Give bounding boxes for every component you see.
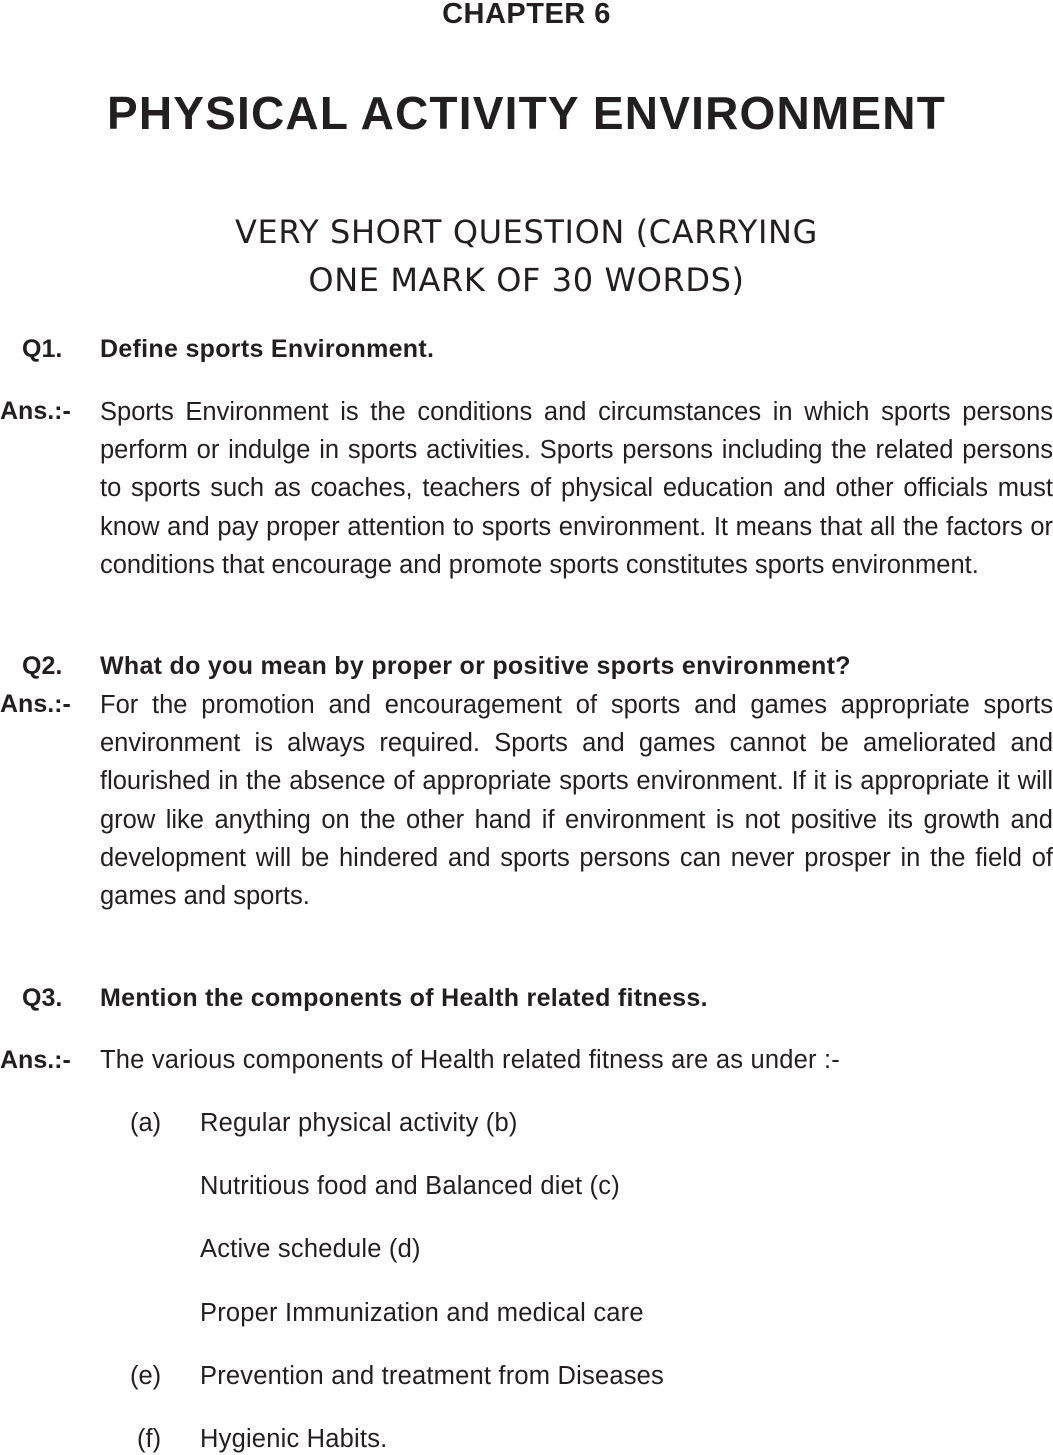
- question-3-label: Q3.: [22, 984, 63, 1012]
- list-item-a-text: Regular physical activity (b): [200, 1109, 518, 1137]
- question-1-text: Define sports Environment.: [100, 335, 435, 363]
- page-title: PHYSICAL ACTIVITY ENVIRONMENT: [106, 87, 947, 139]
- answer-1-label: Ans.:-: [0, 397, 71, 425]
- section-heading-line-1: VERY SHORT QUESTION (CARRYING: [235, 213, 818, 251]
- chapter-heading: CHAPTER 6: [442, 0, 611, 30]
- list-item-f-text: Hygienic Habits.: [200, 1425, 388, 1453]
- section-heading: [0, 208, 1053, 304]
- list-item-e-marker: (e): [130, 1362, 162, 1390]
- list-item-c-text: Active schedule (d): [200, 1235, 421, 1263]
- list-item-d-text: Proper Immunization and medical care: [200, 1299, 644, 1327]
- list-item-b-text: Nutritious food and Balanced diet (c): [200, 1172, 620, 1200]
- answer-3-text: The various components of Health related fitness are as under :-: [100, 1046, 840, 1074]
- answer-1-text: Sports Environment is the conditions and circumstances in which sports persons perform or indulge in sports activities. Sports persons including the related persons to sports such as coaches, teachers of physical education and other officials must know and pay proper attention to sports environment. It means that all the factors or conditions that encourage and promote sports constitutes sports environment.: [100, 398, 1053, 579]
- question-2-text: What do you mean by proper or positive sports environment?: [100, 652, 851, 680]
- answer-2-text: For the promotion and encouragement of sports and games appropriate sports environment is always required. Sports and games cannot be ameliorated and flourished in the absence of appropriate sports environment. If it is appropriate it will grow like anything on the other hand if environment is not positive its growth and development will be hindered and sports persons can never prosper in the field of games and sports.: [100, 691, 1053, 911]
- list-item-f-marker: (f): [137, 1425, 162, 1453]
- list-item-a-marker: (a): [130, 1109, 162, 1137]
- list-item-e-text: Prevention and treatment from Diseases: [200, 1362, 664, 1390]
- question-1-label: Q1.: [22, 335, 63, 363]
- section-heading-line-2: ONE MARK OF 30 WORDS): [308, 261, 745, 299]
- answer-2-label: Ans.:-: [0, 690, 71, 718]
- question-3-text: Mention the components of Health related fitness.: [100, 984, 708, 1012]
- question-2-label: Q2.: [22, 652, 63, 680]
- answer-3-label: Ans.:-: [0, 1046, 71, 1074]
